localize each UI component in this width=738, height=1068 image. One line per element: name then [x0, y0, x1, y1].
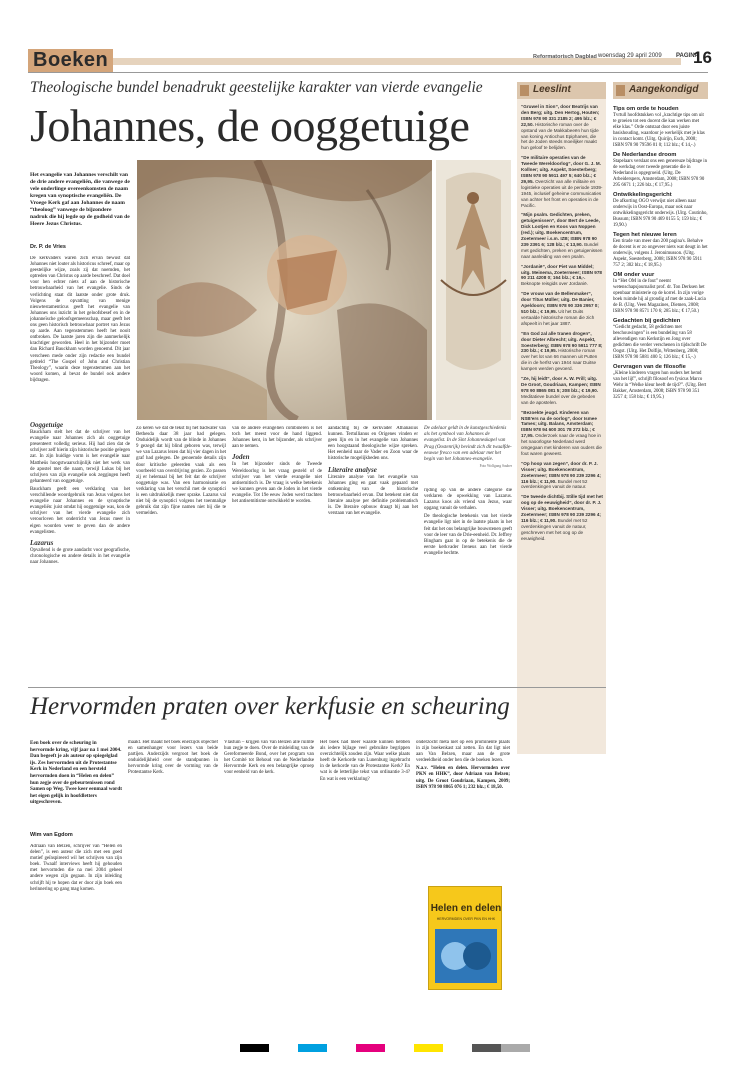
color-swatch — [501, 1044, 530, 1052]
article1-title: Johannes, de ooggetuige — [30, 100, 470, 151]
photo-caption — [424, 426, 512, 468]
article1-col5b: De theologische betekenis van het vierde evangelie ligt niet in de laatste plaats in het feit dat het ons belangrijke bouwstenen geeft voor de leer van de Drie-eenheid. Dr. Jeffrey Bingham gaat in op de betekenis die de eerste kerkvader Ireneus aan het vierde evangelie hechtte. — [424, 514, 512, 556]
leeslint-item-text: Historische roman over het lot van 66 mannen uit Putten die in de herfst van 1944 naar Duitse kampen werden gevoerd. — [521, 348, 598, 372]
leeslint-item-title: “Ze, hij leidt”, door A. W. Prill; uitg. De Groot, Goudriaan, Kampen; ISBN 978 90 8865 081 5; 208 blz.; € 19,90. — [521, 376, 601, 393]
leeslint-item-text: Bundel met gedichten, preken en getuigenissen naar aanleiding van een psalm. — [521, 241, 603, 259]
color-swatch — [414, 1044, 443, 1052]
subhead-lazarus: Lazarus — [30, 538, 54, 547]
eagle-image — [436, 160, 511, 420]
leeslint-item — [521, 155, 603, 208]
article2-col5-text: onderzocht meta niet op een prominente plaats in zijn boekenkast zal zetten. En dat ligt niet aan Van Belzen, maar aan de grote verdeeldheid onder hen die de boeken lezen. — [416, 740, 510, 764]
article2-title: Hervormden praten over kerkfusie en scheuring — [30, 693, 510, 720]
leeslint-item-text: Uit het Duits vertaalde historische roman die zich afspeelt in het jaar 1887. — [521, 309, 595, 326]
leeslint-header — [517, 82, 606, 99]
leeslint-list — [521, 104, 603, 744]
article2-col4-text: Het boek had meer waarde kunnen hebben als iedere bijlage veel gebruikte begrippen overzichtelijk zouden zijn. Waar welke plaats heeft de Kerkorde van Lunenburg ingebracht in de kerkorde van de Protestantse Kerk? En wat is de letterlijke tekst van ordinantie 3-4? En wat is een verklaring? — [320, 740, 410, 782]
article2-byline: Wim van Egdom — [30, 832, 73, 838]
aangekondigd-item-heading: Oervragen van de filosofie — [613, 364, 686, 370]
leeslint-item-title: “De tweede dichtbij. Stille tijd met het oog op de eeuwigheid”, door dr. P. J. Visser; uitg. Boekencentrum, Zoetermeer; ISBN 978 90 239 2296 4; 116 blz.; € 11,90. — [521, 494, 603, 523]
leeslint-item — [521, 291, 603, 326]
leeslint-item-title: “De vrouw van de Bellenmaker”, door Titus Müller; uitg. De Banier, Apeldoorn; ISBN 978 90 336 2957 0; 510 blz.; € 19,95. — [521, 291, 599, 314]
article2-col1 — [30, 844, 122, 1034]
aangekondigd-list — [613, 104, 708, 1034]
aangekondigd-item-heading: Tegen het nieuwe leren — [613, 232, 677, 238]
leeslint-item — [521, 264, 603, 288]
subhead-ooggetuige: Ooggetuige — [30, 421, 64, 429]
eagle-illustration — [436, 160, 511, 420]
leeslint-item-title: “Jordanië”, door Piet van Middel; uitg. Meinema, Zoetermeer; ISBN 978 90 211 4208 0; 164 blz.; € 16,-. — [521, 263, 602, 281]
stack-icon — [616, 85, 625, 96]
leeslint-item-title: “En God zal alle tranen drogen”, door Dieter Albrecht; uitg. Aspekt, Soesterberg; ISBN 978 90 5911 777 8; 230 blz.; € 19,95. — [521, 330, 603, 354]
leeslint-item-text: Bundel met 52 overdenkingen vanuit de natuur. — [521, 478, 588, 490]
leeslint-item — [521, 331, 603, 372]
article2-col5 — [416, 740, 510, 880]
leeslint-item-text: Meditatieve bundel over de gebeden van de apostelen. — [521, 393, 596, 405]
subhead-joden: Joden — [232, 453, 250, 462]
article1-col3-text: van de andere evangeliën combineren is het toch het meest voor de hand liggend. Johannes kent, in het bijzonder, als schrijver aan te nemen. — [232, 426, 322, 450]
article1-col2 — [136, 426, 226, 682]
color-swatch — [472, 1044, 501, 1052]
leeslint-title: Leeslint — [533, 84, 571, 95]
article1-col4b: Literaire analyse van het evangelie van Johannes ging en gaat vaak gepaard met ontkenning van de historische betrouwbaarheid ervan. Dat betekent niet dat literaire analyse per definitie problematisch is. De literaire opbouw draagt bij aan het verstaan van het evangelie. — [328, 474, 418, 517]
aangekondigd-item-text: In “Het OM in de fout” neemt wetenschapsjournalist prof. dr. Ton Derksen het openbaar ministerie op de korrel. In zijn vorige boek ruimde hij al grondig af met de zaak-Lucia de B. (Uitg. Veen Magazines, Diemen, 2008; ISBN 978 90 8571 170 6; 285 blz.; € 17,50.) — [613, 279, 706, 314]
article2-col1-text: Adriaan van Belzen, schrijver van “Helen en delen”, is een auteur die zich met een goed motief geïnspireerd wil het schrijven van zijn boek. Twaalf interviews heeft hij gehouden met hervormden die na mei 2004 geheel andere wegen zijn gegaan. In zijn inleiding schrijft hij te hopen dat er door zijn boek een herinnering op gang mag komen. — [30, 844, 122, 892]
aangekondigd-item-text: Stapelaars verslaat ons een genereuze bijdrage in de werkdag over tweede generatie die in Nederland is opgegroeid. (Uitg. De Arbeiderspers, Amsterdam, 2008; ISBN 978 90 295 6671 1; 226 blz.; € 17,95.) — [613, 159, 708, 188]
aangekondigd-item-heading: Gedachten bij gedichten — [613, 318, 681, 324]
article1-col4-text: aandachtig bij de kerkvader Athanasius kunnen. Tertullianus en Origenes vinden er geen lijn en in het evangelie van Johannes een hoogstaand theologische wijze spreken. Het eenheid naar de Vader en Zoon waar de historische mogelijkheden ons. — [328, 426, 418, 462]
header-rule — [28, 72, 708, 73]
leeslint-item — [521, 376, 603, 406]
header-page-label: PAGINA — [676, 53, 699, 59]
article2-col2 — [128, 740, 218, 1034]
article1-col1b: Bauckham stelt het dat de schrijver van het evangelie naar Johannes zich als ooggetuige presenteert volledig serieus. Hij had zien dat de schrijver zelf hierin zijn historische positie gelegen zat. In zijn huidige vorm is het evangelie naar Mattheüs hoogstwaarschijnlijk niet het werk van de apostel met die naam, terwijl Lukas bij het schrijven van zijn evangelie ook zeggingen heeft gehanteerd van ooggetuige. — [30, 430, 130, 484]
color-swatch — [356, 1044, 385, 1052]
book-cover — [428, 886, 502, 990]
color-swatch — [327, 1044, 356, 1052]
article1-col1 — [30, 256, 130, 416]
article1-col2-text: Zo keren we dat de tekst bij het badwater van Bethesda daar 38 jaar had gelegen. Onduidelijk wordt van de blinde in Johannes 9 gezegd dat hij blind geboren was, terwijl we van Lazarus lezen dat hij vier dagen in het graf had gelegen. De genoemde details zijn door kritische geleerden vaak als een voorbeeld van overdrijving gezien. Zo passen zij er helemaal bij het feit dat de schrijver ooggetuige was. Van een harmonisatie en verklaring van het verschil met de synoptici is een uitdrukkelijk meer sprake. Lazarus val niet bij de synoptici volgens het toenmalige gebruik dat zijn fijne namen niet bij die te vermelden. — [136, 426, 226, 517]
leeslint-item-title: “Gruwel in Sion”, door Beatrijs van den Berg; uitg. Den Hertog, Houten; ISBN 978 90 331 2185 2; 495 blz.; € 22,50. — [521, 104, 600, 127]
leeslint-panel — [517, 82, 606, 754]
article1-col1d: Opvallend is de grote aandacht voor geografische, chronologische en andere details in het evangelie naar Johannes. — [30, 547, 130, 565]
leeslint-item — [521, 104, 603, 151]
book-cover-subtitle: HERVORMDEN OVER PKN EN HHK — [436, 917, 496, 921]
article1-byline: Dr. P. de Vries — [30, 244, 66, 250]
page-number: 16 — [693, 48, 712, 67]
section-label: Boeken — [33, 49, 109, 71]
article1-col5 — [424, 488, 512, 682]
article1-lead: Het evangelie van Johannes verschilt van de drie andere evangeliën, die vanwege de vele onderlinge overeenkomsten de naam kregen van synoptische evangeliën. De Vroege Kerk gaf aan Johannes de naam “theoloog” vanwege de bijzondere nadruk die hij legde op de godheid van de Heere Jezus Christus. — [30, 172, 130, 227]
aangekondigd-item-text: „Kleine kinderen vragen hun ouders het hemd van het lijf”, schrijft filosoof en fysicus Marco Wehr in “Welke kleur heeft de tijd?”. (Uitg. Bert Bakker, Amsterdam, 2008; ISBN 978 90 351 3257 4; 158 blz.; € 19,95.) — [613, 371, 707, 400]
aangekondigd-header — [613, 82, 708, 99]
fresco-illustration — [137, 160, 432, 420]
aangekondigd-item-text: “Gedicht gedacht, 58 gedichten met beschouwingen” is een bundeling van 58 allevendigen van Kerkstijn en Jong over gedichten die verder verschenen in tijdschrift De Oogst. (Uitg. Het Dolfijn, Wittenberg, 2008; ISBN 978 90 5881 400 5; 126 blz.; € 15,-.) — [613, 325, 707, 360]
leeslint-item-title: “Bezoekte jeugd. Kinderen van NSB'ers na de oorlog”, door Ismee Tames; uitg. Balans, Amsterdam; ISBN 978 94 600 301 78 272 blz.; € 17,95. — [521, 409, 597, 439]
leeslint-item-text: Onderzoek naar de vraag hoe in het naoorlogse Nederland werd omgegaan met kinderen van ouders die fout waren geweest. — [521, 433, 602, 456]
leeslint-item-title: “De militaire operaties van de Tweede Wereldoorlog”, door G. J. M. Kollner; uitg. Aspekt, Soesterberg; ISBN 978 90 5911 497 5; 640 blz.; € 29,95. — [521, 155, 601, 184]
leeslint-item-title: “Op hoop van zegen”, door dr. P. J. Visser; uitg. Boekencentrum, Zoetermeer; ISBN 978 90 239 2296 4; 116 blz.; € 11,90. — [521, 460, 601, 484]
aangekondigd-item-text: Tvrtull hoofdstukken vol „krachtige tips om uit te groeien tot een docent die kan werken met elke klas.” Orde ontstaat door een juiste basishouding, waardoor je werkelijk met je klas in contact komt. (Uitg. Quirijn, Esch, 2008; ISBN 978 90 79596 01 0; 112 blz.; € 14,-.) — [613, 113, 705, 148]
article1-col3 — [232, 426, 322, 682]
article1-col1c: Bauckham geeft een verklaring van het verschillende woordgebruik van Jezus volgens het evangelie naar Johannes en de synoptische evangeliën: juist omdat hij ooggetuige was, kon de schrijver van het vierde evangelie zich veroorloven het onderricht van Jezus meer in eigen woorden weer te geven dan de andere evangelisten. — [30, 486, 130, 535]
article1-col1-text: De kerkvaders waren zich ervan bewust dat Johannes niet louter als historicus schreef, maar op geestelijke wijze, zoals zij dat noemden, het optreden van Christus op aarde beschreef. Dat doel voor hen echter niets af aan de historische betrouwbaarheid van het evangelie. Sinds de verlichting staat dit laatste onder grote druk. Volgens de opvatting van menige nieuwtestamenticus geeft het evangelie van Johannes ons inzicht in het geloofsbesef en in de johanneïsche geloofsgemeenschap, maar geeft het ons geen historisch betrouwbaar portret van Jezus op aarde. Aan tegenstemmen heeft het nooit ontbroken. De laatste jaren zijn die aanmerkelijk krachtiger geworden. Heel in het bijzonder moet dan Richard Bauckham worden genoemd. Dit jaar verscheen mede onder zijn redactie een bundel getiteld “The Gospel of John and Christian Theology”, waarin deze tegenstemmen aan het woord komen, al bevat de bundel ook andere bijdragen. — [30, 256, 130, 383]
article1-col3b: In het bijzonder sinds de Tweede Wereldoorlog is het vraag gesteld of de schrijver van het vierde evangelie niet antisemitisch is. De vraag is welke betekenis we kunnen geven aan de Joden in het vierde evangelie. Tot 19e eeuw Joden werd trachten het antisemitisme ontwikkeld te worden. — [232, 462, 322, 505]
page-header — [0, 0, 738, 71]
leeslint-item-text: Overzicht van alle militaire en logistieke operaties uit de periode 1939-1945, inclusief geheime communicaties van achter het front en operaties in de Pacific. — [521, 178, 603, 208]
aangekondigd-item-heading: Tips om orde te houden — [613, 106, 679, 112]
article-divider — [28, 687, 606, 688]
leeslint-item-text: Historische roman over de opstand van de Makkabeeën hun tijde van koning Antiochus Epiphanes, die het de Joden steeds moeilijker maakt hun geloof te belijden. — [521, 121, 599, 151]
aangekondigd-item-heading: OM onder vuur — [613, 272, 655, 278]
color-swatch — [385, 1044, 414, 1052]
article2-col3-text: Vlastuin – krijgen van Van Belzen alle ruimte hun zegje te doen. Over de misleiding van de Gereformeerde Bond, over het program van het Comité tot Behoud van de Nederlandse Hervormde Kerk en een belangrijke oproep voor eenheid van de kerk. — [224, 740, 314, 776]
color-swatch — [269, 1044, 298, 1052]
leeslint-item — [521, 494, 603, 541]
header-date: woensdag 29 april 2009 — [598, 53, 662, 59]
article2-ref — [416, 766, 510, 790]
leeslint-item — [521, 461, 603, 491]
article2-ref-text: N.a.v. “Helen en delen. Hervormden over PKN en HHK”, door Adriaan van Belzen; uitg. De Groot Goudriaan, Kampen, 2009; ISBN 978 90 8865 076 1; 232 blz.; € 18,50. — [416, 766, 510, 790]
article1-kicker: Theologische bundel benadrukt geestelijke karakter van vierde evangelie — [30, 79, 483, 96]
leeslint-item-title: “Mijn psalm. Gedichten, preken, getuigenissen”, door Bert de Leede, Dick Lootjen en Koos van Noppen (red.); uitg. Boekencentrum, Zoetermeer i.s.m. IZB; ISBN 978 90 239 2391 6; 128 blz.; € 13,90. — [521, 212, 600, 247]
article1-col1-lower — [30, 418, 130, 682]
leeslint-item-text: Beknopte reisgids over Jordanië. — [521, 281, 588, 287]
color-swatch — [298, 1044, 327, 1052]
article2-lead: Een boek over de scheuring in hervormde kring, vijf jaar na 1 mei 2004. Dan begeeft je als auteur op spiegelglad ijs. Zes hervormden uit de Protestantse Kerk in Nederland en een hersteld hervormden doen in “Helen en delen” hun zegje over de gebeurtenissen rond Samen op Weg. Twee keer eenmaal wordt het eigen gelijk in hoofdletters uitgeschreven. — [30, 740, 122, 806]
caption-credit: Foto Wolfgang Sauber — [479, 464, 512, 469]
aangekondigd-item-heading: Ontwikkelingsgericht — [613, 192, 672, 198]
print-color-bar — [240, 1044, 530, 1052]
book-cover-title: Helen en delen — [430, 903, 502, 914]
article2-col4 — [320, 740, 410, 1034]
article2-col3 — [224, 740, 314, 1034]
aangekondigd-item-heading: De Nederlandse droom — [613, 152, 677, 158]
aangekondigd-item-text: Een tirade van meer dan 200 pagina's. Behalve de docent is er zo ongeveer niets wat deugt in het onderwijs, volgens J. Jeronimusson. (Uitg. Aspekt, Soesterberg, 2008; ISBN 978 90 5911 757 2; 302 blz.; € 18,95.) — [613, 239, 708, 268]
color-swatch — [443, 1044, 472, 1052]
fresco-image — [137, 160, 432, 420]
aangekondigd-item-text: De afkorting OGO verwijst niet alleen naar onderwijs in Oost-Europa, maar ook naar ontwikkelingsgericht onderwijs. (Uitg. Coutinho, Bussum; ISBN 978 90 469 0155 5; 159 blz.; € 19,90.) — [613, 199, 708, 228]
leeslint-item — [521, 410, 603, 457]
book-icon — [520, 85, 529, 96]
aangekondigd-title: Aangekondigd — [629, 84, 699, 95]
book-cover-image — [435, 929, 497, 983]
paper-name: Reformatorisch Dagblad — [533, 54, 597, 60]
article1-col5-text: rijding op van de andere categorie die verklaren de opwekking van Lazarus. Lazarus koos als vriend van Jezus, waar opgang vanuit de verhalen. — [424, 488, 512, 512]
book-cover-graphic — [435, 929, 497, 983]
article2-col2-text: maakt. Het maakt het boek enerzijds objectief en samenhanger voor lezers van beide partijen. Anderzijds vergroot het boek de onduidelijkheid over de standpunten in hervormde kring over de vorming van de Protestantse Kerk. — [128, 740, 218, 776]
subhead-literaire-analyse: Literaire analyse — [328, 465, 377, 474]
leeslint-item-text: Bundel met 52 overdenkingen vanuit de natuur, geschreven met het oog op de eeuwigheid. — [521, 518, 588, 541]
caption-text: De adelaar geldt in de kunstgeschiedenis als het symbool van Johannes de evangelist. In de Sint Johanneskapel van Prag (Oostenrijk) bevindt zich dit twaalfde-eeuwse fresco van een adelaar met het begin van het Johannes-evangelie. — [424, 426, 512, 463]
color-swatch — [240, 1044, 269, 1052]
article1-col4 — [328, 426, 418, 682]
leeslint-item — [521, 212, 603, 259]
